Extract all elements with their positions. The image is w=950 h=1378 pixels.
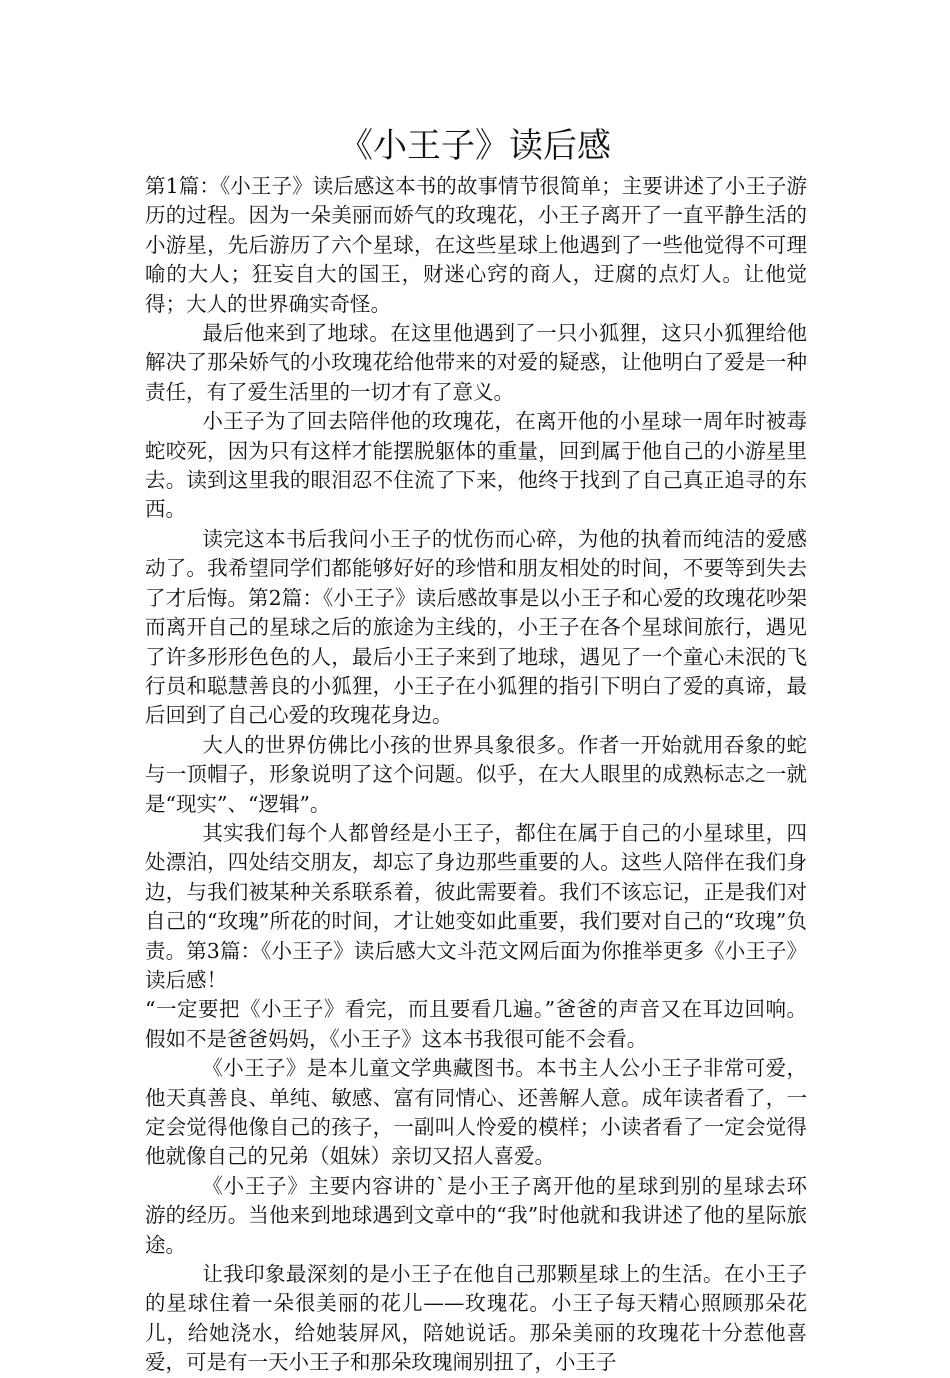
- paragraph: “一定要把《小王子》看完，而且要看几遍。”爸爸的声音又在耳边回响。假如不是爸爸妈妈，《小王子》这本书我很可能不会看。: [145, 997, 807, 1051]
- document-title: 《小王子》读后感: [339, 126, 611, 166]
- paragraph: 大人的世界仿佛比小孩的世界具象很多。作者一开始就用吞象的蛇与一顶帽子，形象说明了这个问题。似乎，在大人眼里的成熟标志之一就是“现实”、“逻辑”。: [145, 732, 807, 816]
- paragraph: 《小王子》是本儿童文学典藏图书。本书主人公小王子非常可爱，他天真善良、单纯、敏感、富有同情心、还善解人意。成年读者看了，一定会觉得他像自己的孩子，一副叫人怜爱的模样；小读者看了一定会觉得他就像自己的兄弟（姐妹）亲切又招人喜爱。: [145, 1056, 807, 1169]
- document-body: [145, 172, 807, 1378]
- paragraph: 其实我们每个人都曾经是小王子，都住在属于自己的小星球里，四处漂泊，四处结交朋友，却忘了身边那些重要的人。这些人陪伴在我们身边，与我们被某种关系联系着，彼此需要着。我们不该忘记，正是我们对自己的“玫瑰”所花的时间，才让她变如此重要，我们要对自己的“玫瑰”负责。第3篇：《小王子》读后感大文斗范文网后面为你推举更多《小王子》读后感！: [145, 820, 807, 992]
- paragraph: 第1篇：《小王子》读后感这本书的故事情节很简单；主要讲述了小王子游历的过程。因为一朵美丽而娇气的玫瑰花，小王子离开了一直平静生活的小游星，先后游历了六个星球，在这些星球上他遇到了一些他觉得不可理喻的大人；狂妄自大的国王，财迷心窍的商人，迂腐的点灯人。让他觉得；大人的世界确实奇怪。: [145, 174, 807, 316]
- paragraph: 最后他来到了地球。在这里他遇到了一只小狐狸，这只小狐狸给他解决了那朵娇气的小玫瑰花给他带来的对爱的疑惑，让他明白了爱是一种责任，有了爱生活里的一切才有了意义。: [145, 321, 807, 404]
- paragraph: 读完这本书后我问小王子的忧伤而心碎，为他的执着而纯洁的爱感动了。我希望同学们都能够好好的珍惜和朋友相处的时间，不要等到失去了才后悔。第2篇：《小王子》读后感故事是以小王子和心爱的玫瑰花吵架而离开自己的星球之后的旅途为主线的，小王子在各个星球间旅行，遇见了许多形形色色的人，最后小王子来到了地球，遇见了一个童心未泯的飞行员和聪慧善良的小狐狸，小王子在小狐狸的指引下明白了爱的真谛，最后回到了自己心爱的玫瑰花身边。: [145, 526, 807, 728]
- paragraph: 小王子为了回去陪伴他的玫瑰花，在离开他的小星球一周年时被毒蛇咬死，因为只有这样才能摆脱躯体的重量，回到属于他自己的小游星里去。读到这里我的眼泪忍不住流了下来，他终于找到了自己真正追寻的东西。: [145, 409, 807, 522]
- paragraph: 让我印象最深刻的是小王子在他自己那颗星球上的生活。在小王子的星球住着一朵很美丽的花儿——玫瑰花。小王子每天精心照顾那朵花儿，给她浇水，给她装屏风，陪她说话。那朵美丽的玫瑰花十分惹他喜爱，可是有一天小王子和那朵玫瑰闹别扭了，小王子: [145, 1262, 807, 1375]
- paragraph: 《小王子》主要内容讲的`是小王子离开他的星球到别的星球去环游的经历。当他来到地球遇到文章中的“我”时他就和我讲述了他的星际旅途。: [145, 1173, 807, 1257]
